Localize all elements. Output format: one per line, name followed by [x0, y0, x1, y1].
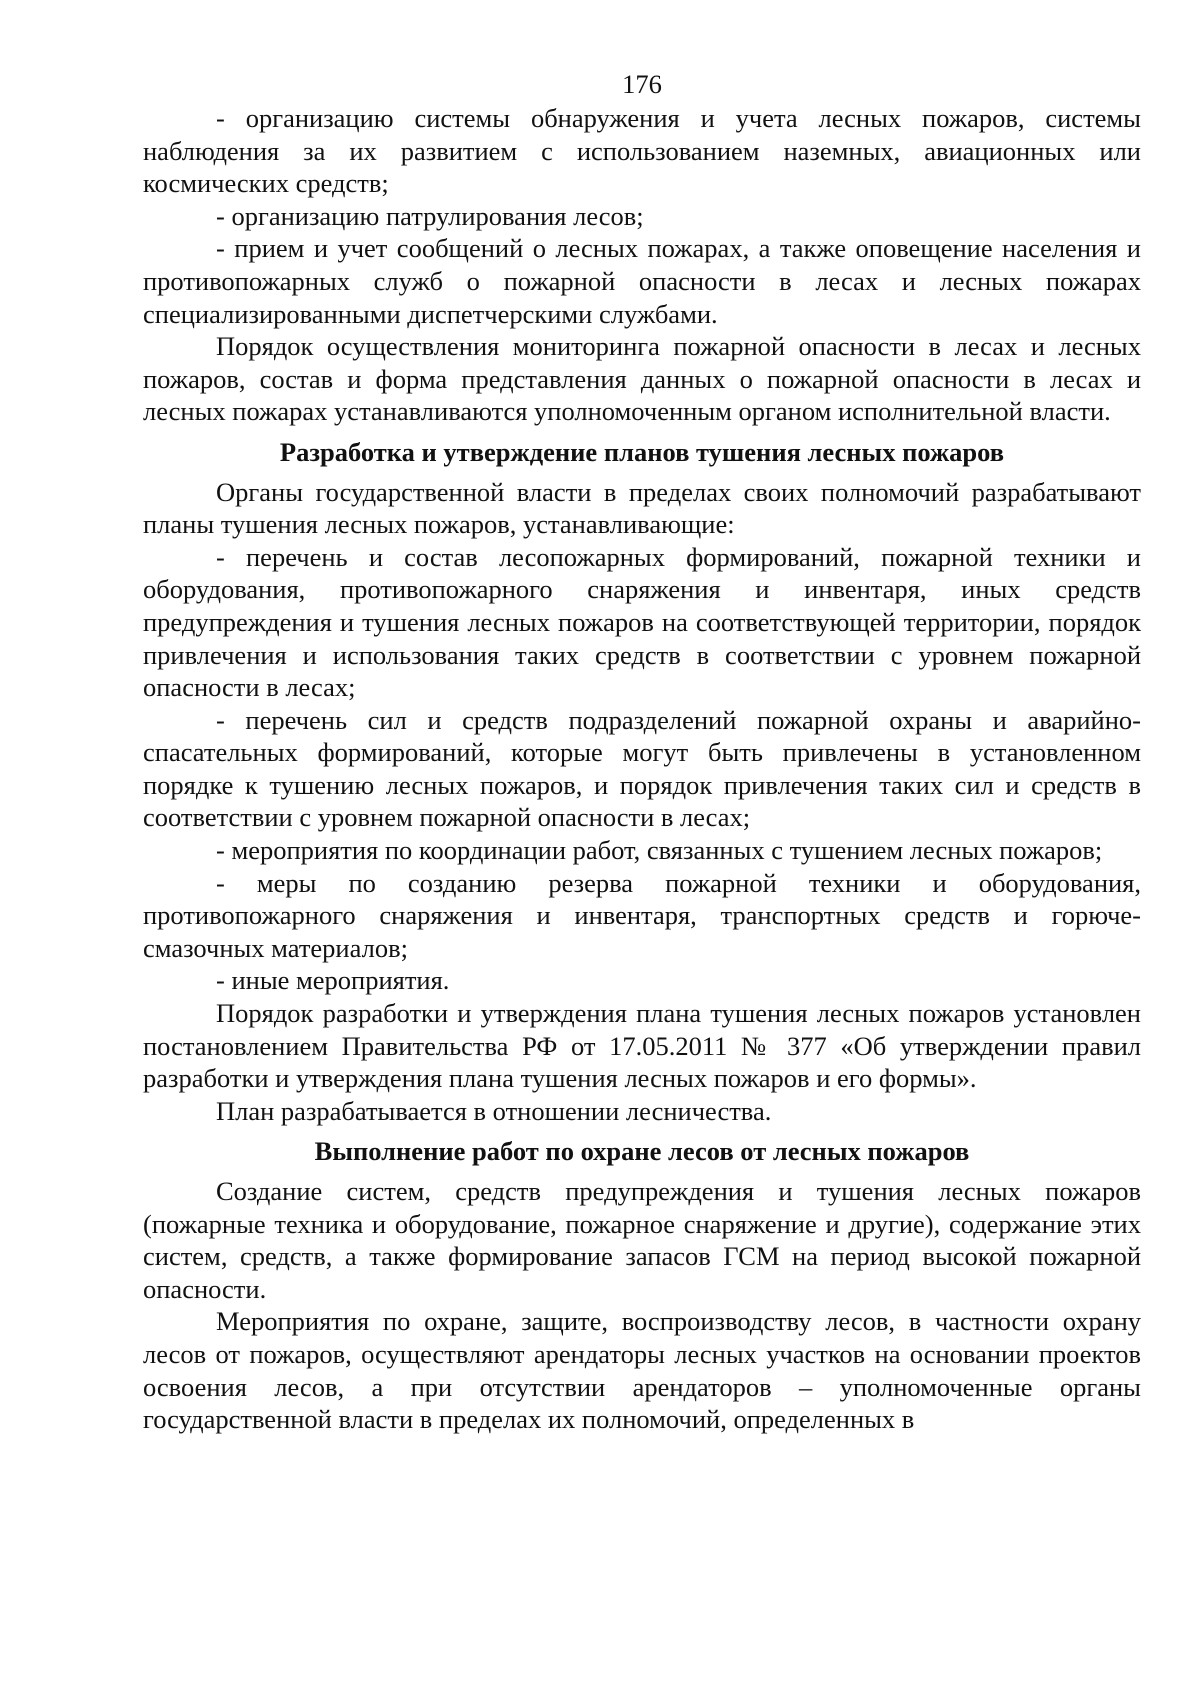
- section-heading-fire-plans: Разработка и утверждение планов тушения лесных пожаров: [279, 436, 1005, 467]
- paragraph-other-measures: - иные мероприятия.: [216, 965, 450, 996]
- paragraph-monitoring-procedure: Порядок осуществления мониторинга пожарной опасности в лесах и лесных пожаров, состав и форма представления данных о пожарной опасности в лесах и лесных пожарах устанавливаются уполномоченным органом исполнительной власти.: [143, 331, 1141, 427]
- paragraph-fire-detection-system: - организацию системы обнаружения и учета лесных пожаров, системы наблюдения за их развитием с использованием наземных, авиационных или космических средств;: [143, 103, 1141, 199]
- paragraph-coordination-measures: - мероприятия по координации работ, связанных с тушением лесных пожаров;: [216, 835, 1103, 866]
- paragraph-systems-creation: Создание систем, средств предупреждения и тушения лесных пожаров (пожарные техника и оборудование, пожарное снаряжение и другие), содержание этих систем, средств, а также формирование запасов ГСМ на период высокой пожарной опасности.: [143, 1176, 1141, 1304]
- paragraph-fire-service-forces: - перечень сил и средств подразделений пожарной охраны и аварийно-спасательных формирований, которые могут быть привлечены в установленном порядке к тушению лесных пожаров, и порядок привлечения таких сил и средств в соответствии с уровнем пожарной опасности в лесах;: [143, 704, 1141, 833]
- document-page: [143, 68, 1141, 1436]
- paragraph-reserve-measures: - меры по созданию резерва пожарной техники и оборудования, противопожарного снаряжения и инвентаря, транспортных средств и горюче-смазочных материалов;: [143, 867, 1141, 963]
- paragraph-forest-patrol: - организацию патрулирования лесов;: [216, 200, 644, 231]
- paragraph-authorities-plans: Органы государственной власти в пределах своих полномочий разрабатывают планы тушения лесных пожаров, устанавливающие:: [143, 476, 1141, 540]
- paragraph-plan-forestry: План разрабатывается в отношении лесничества.: [216, 1095, 772, 1126]
- paragraph-firefighting-units-list: - перечень и состав лесопожарных формирований, пожарной техники и оборудования, противопожарного снаряжения и инвентаря, иных средств предупреждения и тушения лесных пожаров на соответствующей территории, порядок привлечения и использования таких средств в соответствии с уровнем пожарной опасности в лесах;: [143, 541, 1141, 703]
- paragraph-plan-procedure-decree: Порядок разработки и утверждения плана тушения лесных пожаров установлен постановлением Правительства РФ от 17.05.2011 № 377 «Об утверждении правил разработки и утверждения плана тушения лесных пожаров и его формы».: [143, 998, 1141, 1094]
- paragraph-protection-measures: Мероприятия по охране, защите, воспроизводству лесов, в частности охрану лесов от пожаров, осуществляют арендаторы лесных участков на основании проектов освоения лесов, а при отсутствии арендаторов – уполномоченные органы государственной власти в пределах их полномочий, определенных в: [143, 1306, 1141, 1435]
- paragraph-fire-reports: - прием и учет сообщений о лесных пожарах, а также оповещение населения и противопожарных служб о пожарной опасности в лесах и лесных пожарах специализированными диспетчерскими службами.: [143, 233, 1141, 329]
- page-number: 176: [622, 69, 662, 99]
- section-heading-fire-protection-works: Выполнение работ по охране лесов от лесных пожаров: [314, 1136, 970, 1167]
